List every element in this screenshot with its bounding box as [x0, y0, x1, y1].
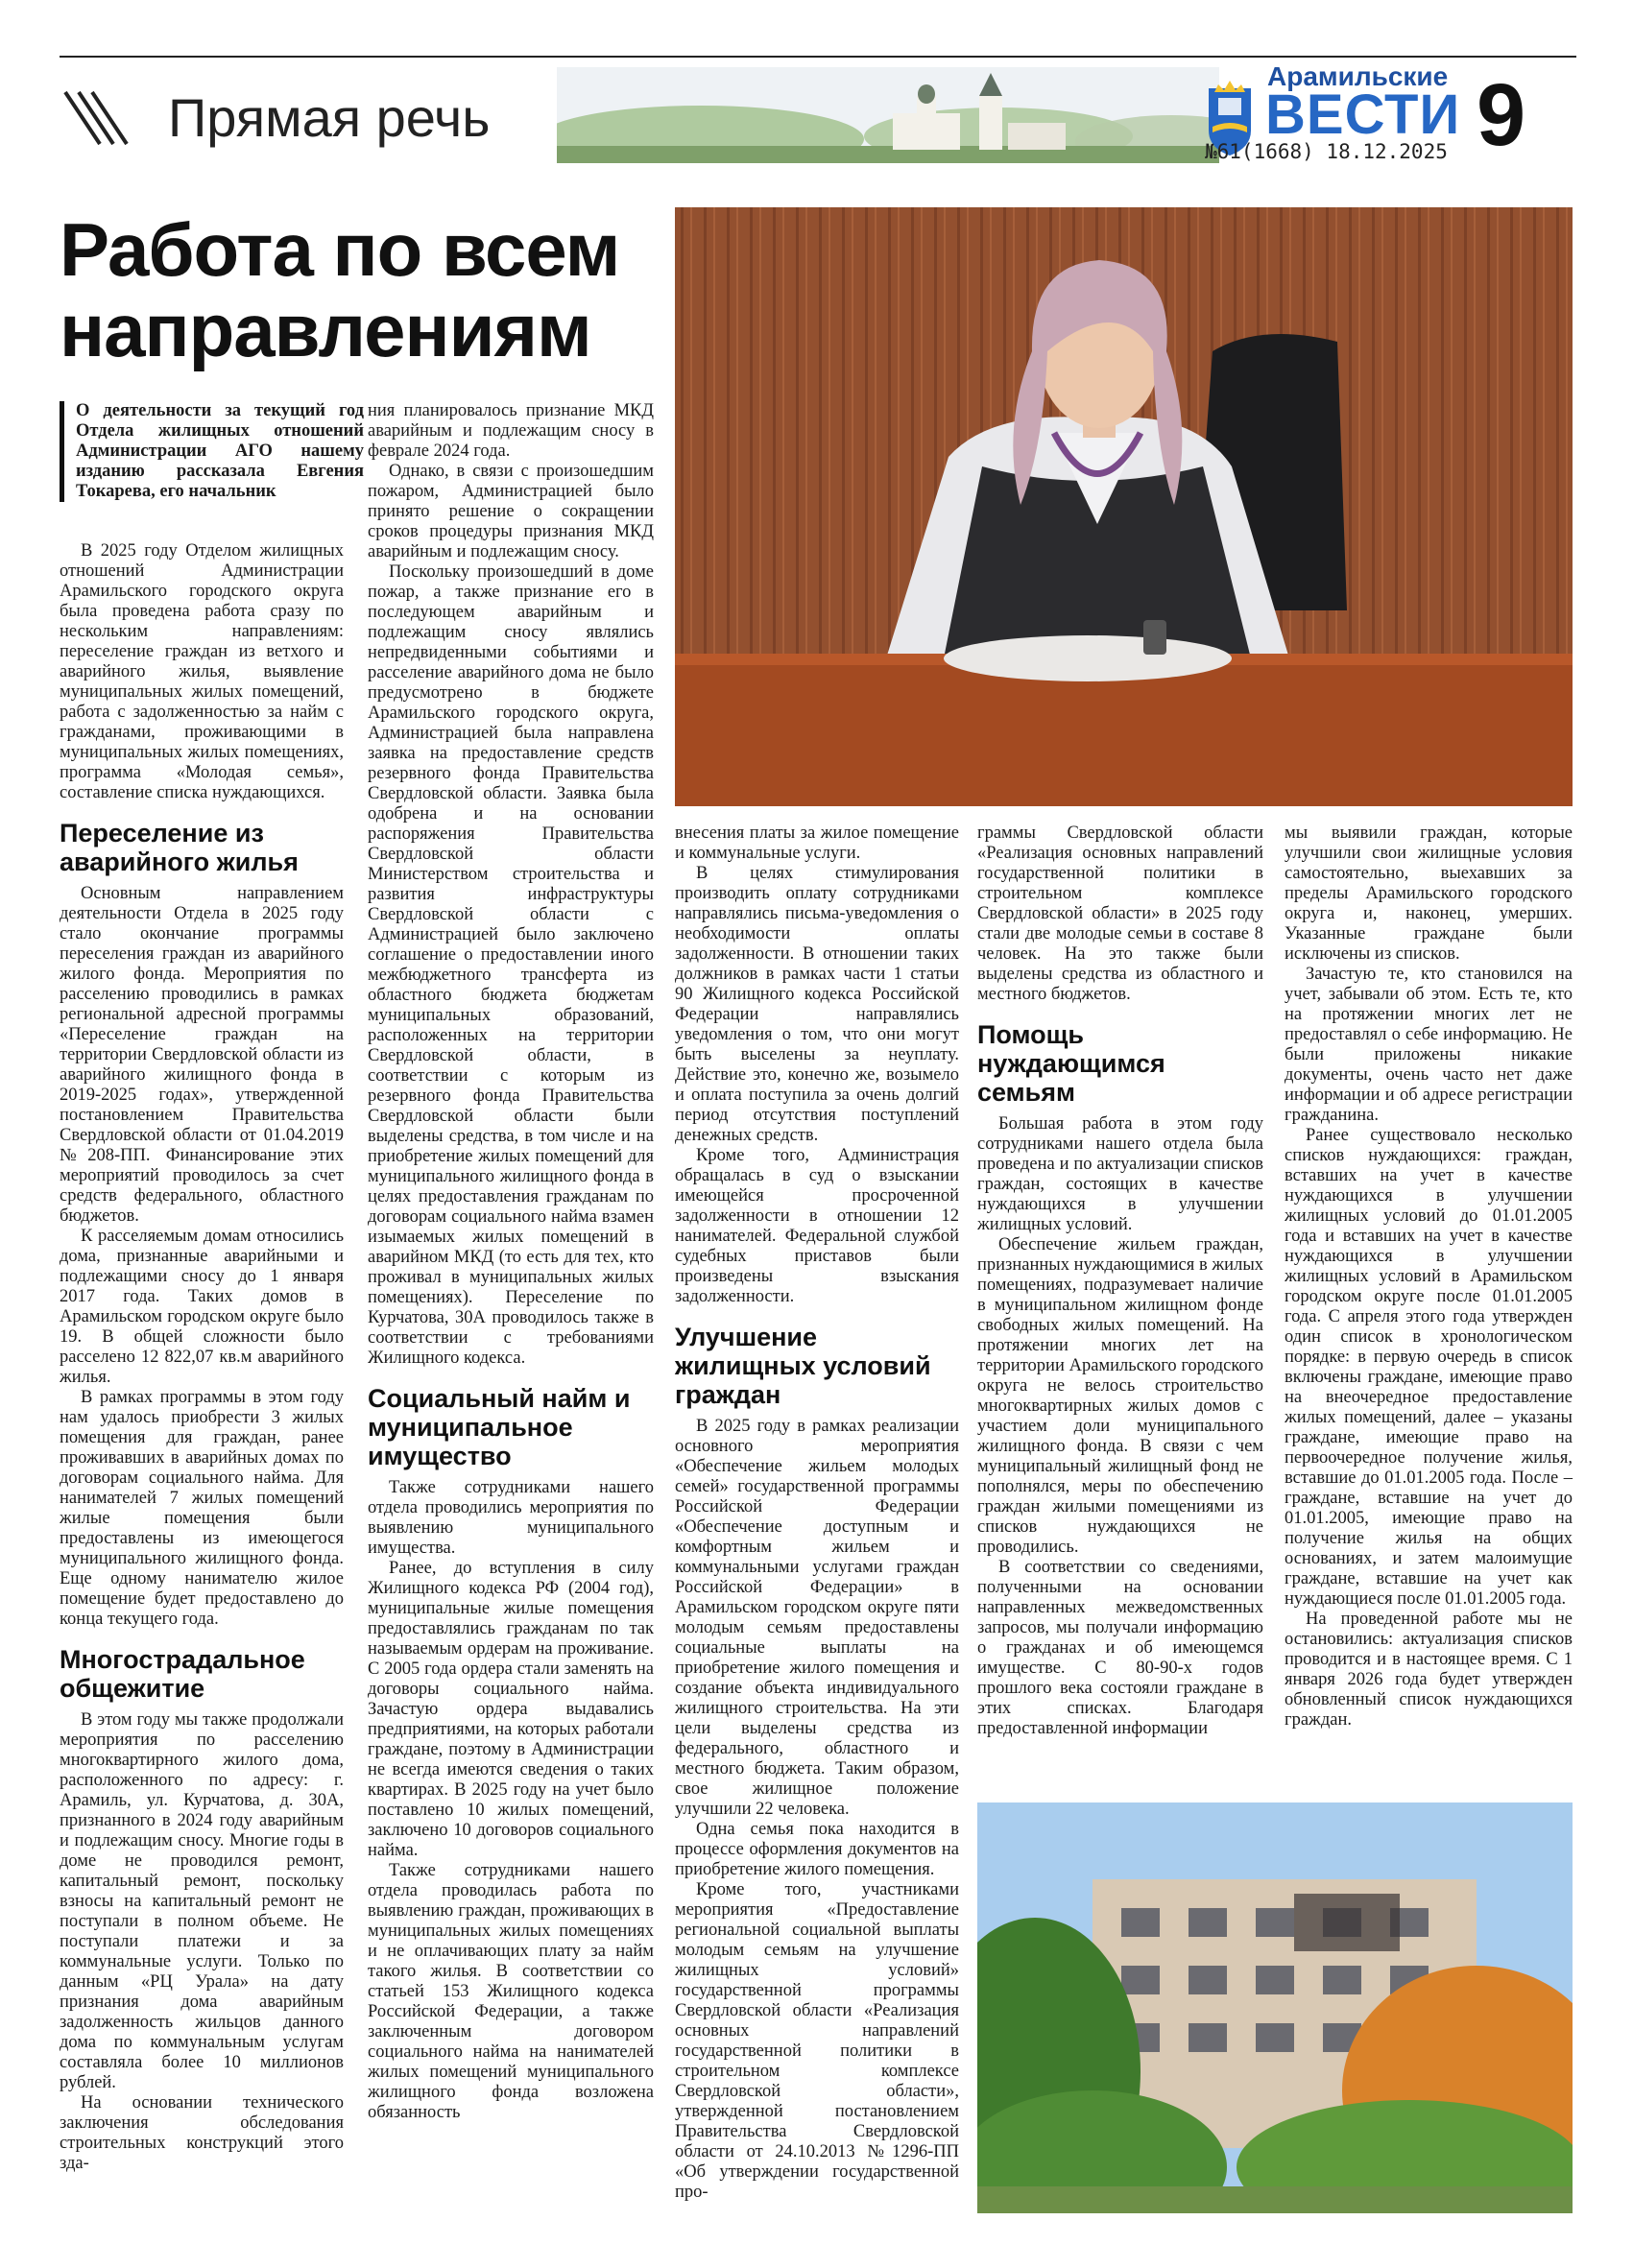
paragraph: Зачастую те, кто становился на учет, забывали об этом. Есть те, кто на протяжении многих лет не предоставлял о себе информацию. Не были приложены никакие документы, очень часто нет даже информации и об адресе регистрации гражданина. [1285, 965, 1573, 1125]
paragraph: В 2025 году Отделом жилищных отношений Администрации Арамильского городского округа была проведена работа сразу по нескольким направлениям: переселение граждан из ветхого и аварийного жилья, выявление муниципальных жилых помещений, работа с задолженностью за найм с гражданами, проживающими в муниципальных жилых помещениях, программа «Молодая семья», составление списка нуждающихся. [60, 541, 344, 802]
paragraph: мы выявили граждан, которые улучшили свои жилищные условия самостоятельно, выехавших за пределы Арамильского городского округа и, наконец, умерших. Указанные граждане были исключены из списков. [1285, 824, 1573, 964]
logo-title: ВЕСТИ [1265, 84, 1461, 146]
page-number: 9 [1477, 66, 1526, 164]
issue-number-date: №61(1668) 18.12.2025 [1205, 140, 1448, 163]
article-column-4 [977, 824, 1263, 1739]
subheading: Социальный найм и муниципальное имущество [368, 1384, 631, 1470]
paragraph: Поскольку произошедший в доме пожар, а также признание его в последующем аварийным и подлежащим сносу являлись непредвиденными событиями и расселение аварийного дома не было предусмотрено в бюджете Арамильского городского округа, Администрацией была направлена заявка на предоставление средств резервного фонда Правительства Свердловской области. Заявка была одобрена и на основании распоряжения Правительства Свердловской области Министерством строительства и развития инфраструктуры Свердловской области с Администрацией было заключено соглашение о предоставлении иного межбюджетного трансферта из областного бюджета бюджетам муниципальных образований, расположенных на территории Свердловской области, в соответствии с которым из резервного фонда Правительства Свердловской области были выделены средства, в том числе и на приобретение жилых помещений для муниципального жилищного фонда в целях предоставления гражданам по договорам социального найма взамен изымаемых жилых помещений в аварийном МКД (то есть для тех, кто проживал в муниципальных жилых помещениях). Переселение по Курчатова, 30А проводилось также в соответствии с требованиями Жилищного кодекса. [368, 562, 654, 1368]
article-column-3 [675, 824, 959, 2203]
logo-town-name: Арамильские [1267, 61, 1449, 91]
subheading: Помощь нуждающимся семьям [977, 1020, 1165, 1107]
paragraph: На проведенной работе мы не остановились: актуализация списков проводится и в настоящее время. С 1 января 2026 года будет утвержден обновленный список нуждающихся граждан. [1285, 1610, 1573, 1730]
paragraph: Также сотрудниками нашего отдела проводились мероприятия по выявлению муниципального имущества. [368, 1478, 654, 1558]
paragraph: В этом году мы также продолжали мероприятия по расселению многоквартирного жилого дома, расположенного по адресу: г. Арамиль, ул. Курчатова, д. 30А, признанного в 2024 году аварийным и подлежащим сносу. Многие годы в доме не проводился ремонт, капитальный ремонт, поскольку взносы на капитальный ремонт не поступали в полном объеме. Не поступали платежи и за коммунальные услуги. Только по данным «РЦ Урала» на дату признания дома аварийным задолженность жильцов данного дома по коммунальным услугам составляла более 10 миллионов рублей. [60, 1710, 344, 2092]
paragraph: Ранее существовало несколько списков нуждающихся: граждан, вставших на учет в качестве нуждающихся в улучшении жилищных условий до 01.01.2005 года и вставших на учет в качестве нуждающихся в улучшении жилищных условий в Арамильском городском округе после 01.01.2005 года. С апреля этого года утвержден один список в хронологическом порядке: в первую очередь в список включены граждане, имеющие право на внеочередное предоставление жилых помещений, далее – указаны граждане, имеющие право на первоочередное получение жилья, вставшие до 01.01.2005 года. После – граждане, вставшие на учет до 01.01.2005, имеющие право на получение жилья на общих основаниях, и затем малоимущие граждане, вставшие на учет как нуждающиеся после 01.01.2005 года. [1285, 1126, 1573, 1609]
header-church-photo [557, 67, 1219, 163]
article-column-1 [60, 541, 344, 2174]
subheading: Многострадальное общежитие [60, 1645, 305, 1703]
article-headline: Работа по всем направлениям [60, 207, 620, 372]
paragraph: К расселяемым домам относились дома, признанные аварийными и подлежащими сносу до 1 января 2017 года. Таких домов в Арамильском городском округе было 19. В общей сложности было расселено 12 822,07 кв.м аварийного жилья. [60, 1227, 344, 1387]
paragraph: Большая работа в этом году сотрудниками нашего отдела была проведена и по актуализации списков граждан, состоящих в качестве нуждающихся в улучшении жилищных условий. [977, 1114, 1263, 1234]
paragraph: Обеспечение жильем граждан, признанных нуждающимися в жилых помещениях, подразумевает наличие в муниципальном жилищном фонде свободных жилых помещений. На протяжении многих лет на территории Арамильского городского округа не велось строительство многоквартирных жилых домов с участием доли муниципального жилищного фонда. В связи с чем муниципальный жилищный фонд не пополнялся, меры по обеспечению граждан жилыми помещениями из списков нуждающихся не проводились. [977, 1235, 1263, 1557]
portrait-photo [675, 207, 1573, 806]
section-slashes-icon [61, 88, 129, 148]
subheading: Переселение из аварийного жилья [60, 819, 299, 876]
section-title: Прямая речь [168, 87, 491, 148]
paragraph: Кроме того, Администрация обращалась в суд о взыскании имеющейся просроченной задолженности в отношении 12 нанимателей. Федеральной службой судебных приставов были произведены взыскания задолженности. [675, 1146, 959, 1306]
article-column-5 [1285, 824, 1573, 1731]
paragraph: Кроме того, участниками мероприятия «Предоставление региональной социальной выплаты молодым семьям на улучшение жилищных условий» государственной программы Свердловской области «Реализация основных направлений государственной политики в строительном комплексе Свердловской области», утвержденной постановлением Правительства Свердловской области от 24.10.2013 №1296-ПП «Об утверждении государственной про- [675, 1880, 959, 2202]
article-lead: О деятельности за текущий год Отдела жилищных отношений Администрации АГО нашему изданию рассказала Евгения Токарева, его начальник [60, 401, 364, 502]
paragraph: В соответствии со сведениями, полученными на основании направленных межведомственных запросов, мы получали информацию о гражданах и об имеющемся имуществе. С 80-90-х годов прошлого века состояли граждане в этих списках. Благодаря предоставленной информации [977, 1558, 1263, 1738]
paragraph: На основании технического заключения обследования строительных конструкций этого зда- [60, 2093, 344, 2173]
paragraph: Также сотрудниками нашего отдела проводилась работа по выявлению граждан, проживающих в муниципальных жилых помещениях и не оплачивающих плату за найм такого жилья. В соответствии со статьей 153 Жилищного кодекса Российской Федерации, а также заключенным договором социального найма на нанимателей жилых помещений муниципального жилищного фонда возложена обязанность [368, 1861, 654, 2122]
subheading: Улучшение жилищных условий граждан [675, 1323, 931, 1409]
paragraph: В рамках программы в этом году нам удалось приобрести 3 жилых помещения для граждан, ранее проживавших в аварийных домах по договорам социального найма. Для нанимателей 7 жилых помещений жилые помещения были предоставлены из имеющегося муниципального жилищного фонда. Еще одному нанимателю жилое помещение будет предоставлено до конца текущего года. [60, 1388, 344, 1629]
paragraph: В целях стимулирования производить оплату сотрудниками направлялись письма-уведомления о необходимости оплаты задолженности. В отношении таких должников в рамках части 1 статьи 90 Жилищного кодекса Российской Федерации направлялись уведомления о том, что они могут быть выселены за неуплату. Действие это, конечно же, возымело и оплата поступила за очень долгий период отсутствия поступлений денежных средств. [675, 864, 959, 1145]
paragraph: граммы Свердловской области «Реализация основных направлений государственной политики в строительном комплексе Свердловской области» в 2025 году стали две молодые семьи в составе 8 человек. На это также были выделены средства из областного и местного бюджетов. [977, 824, 1263, 1004]
paragraph: Одна семья пока находится в процессе оформления документов на приобретение жилого помещения. [675, 1820, 959, 1879]
article-column-2 [368, 401, 654, 2123]
apartment-building-photo [977, 1802, 1573, 2213]
paragraph: Ранее, до вступления в силу Жилищного кодекса РФ (2004 год), муниципальные жилые помещения предоставлялись гражданам по так называемым ордерам на проживание. С 2005 года ордера стали заменять на договоры социального найма. Зачастую ордера выдавались предприятиями, на которых работали граждане, поэтому в Администрации не всегда имеются сведения о таких квартирах. В 2025 году на учет было поставлено 10 жилых помещений, заключено 10 договоров социального найма. [368, 1559, 654, 1860]
paragraph: внесения платы за жилое помещение и коммунальные услуги. [675, 824, 959, 863]
paragraph: Основным направлением деятельности Отдела в 2025 году стало окончание программы переселения граждан из аварийного жилого фонда. Мероприятия по расселению проводились в рамках региональной адресной программы «Переселение граждан на территории Свердловской области из аварийного жилищного фонда в 2019-2025 годах», утвержденной постановлением Правительства Свердловской области от 01.04.2019 №208-ПП. Финансирование этих мероприятий проводилось за счет средств федерального, областного бюджетов. [60, 884, 344, 1226]
paragraph: В 2025 году в рамках реализации основного мероприятия «Обеспечение жильем молодых семей» государственной программы Российской Федерации «Обеспечение доступным и комфортным жильем и коммунальными услугами граждан Российской Федерации» в Арамильском городском округе пяти молодым семьям предоставлены социальные выплаты на приобретение жилого помещения и создание объекта индивидуального жилищного строительства. На эти цели выделены средства из федерального, областного и местного бюджета. Таким образом, свое жилищное положение улучшили 22 человека. [675, 1417, 959, 1819]
top-rule [60, 56, 1576, 58]
paragraph: ния планировалось признание МКД аварийным и подлежащим сносу в феврале 2024 года. [368, 401, 654, 461]
paragraph: Однако, в связи с произошедшим пожаром, Администрацией было принято решение о сокращении сроков процедуры признания МКД аварийным и подлежащим сносу. [368, 462, 654, 561]
